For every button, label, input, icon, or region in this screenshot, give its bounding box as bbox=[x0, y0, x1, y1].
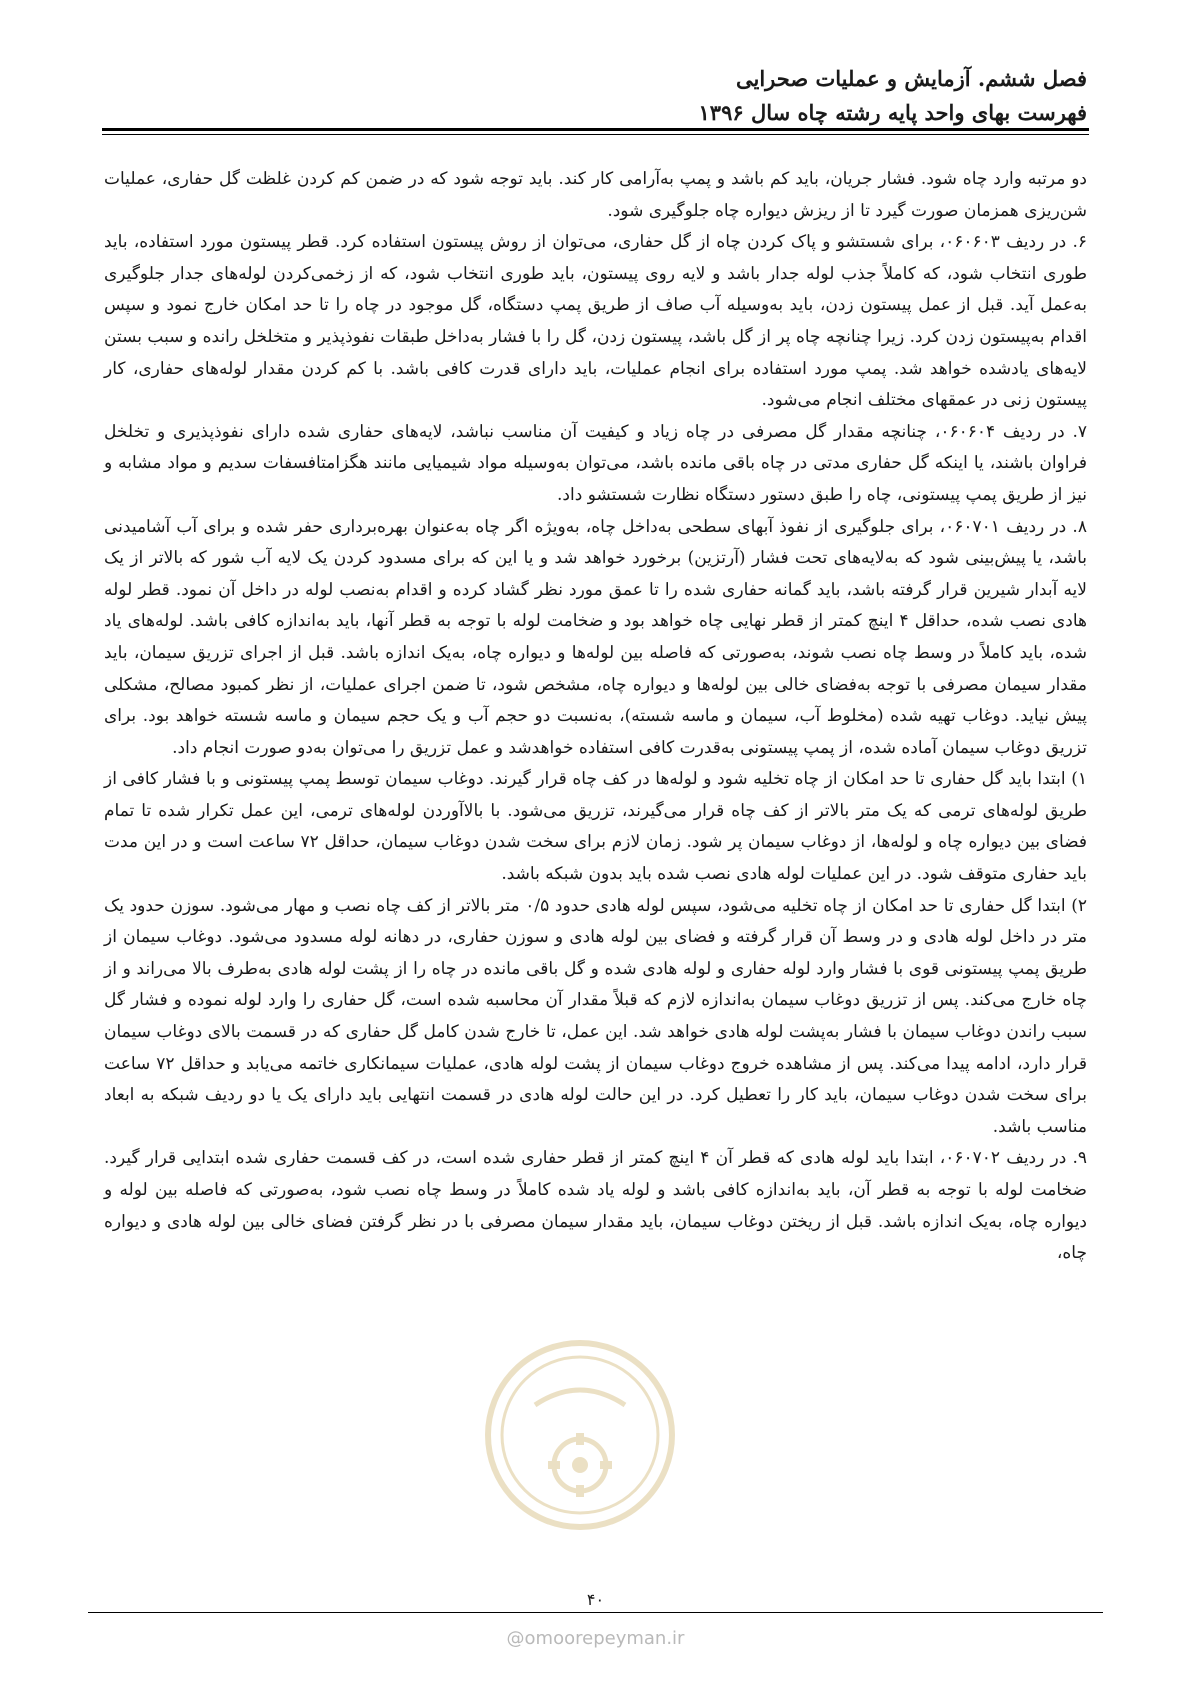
header-rule-thin bbox=[102, 134, 1089, 135]
paragraph: ۸. در ردیف ۰۶۰۷۰۱، برای جلوگیری از نفوذ آبهای سطحی به‌داخل چاه، به‌ویژه اگر چاه به‌عنوان بهره‌برداری حفر شده و برای آب آشامیدنی باشد، یا پیش‌بینی شود که به‌لایه‌های تحت فشار (آرتزین) برخورد خواهد شد و یا این که برای مسدود کردن یک لایه آب شور که بالاتر از یک لایه آبدار شیرین قرار گرفته باشد، باید گمانه حفاری شده را تا عمق مورد نظر گشاد کرده و اقدام به‌نصب لوله در داخل آن نمود. قطر لوله هادی نصب شده، حداقل ۴ اینچ کمتر از قطر نهایی چاه خواهد بود و ضخامت لوله با توجه به قطر آنها، باید به‌اندازه کافی باشد. لوله‌های یاد شده، باید کاملاً در وسط چاه نصب شوند، به‌صورتی که فاصله بین لوله‌ها و دیواره چاه، به‌یک اندازه باشد. قبل از اجرای تزریق سیمان، باید مقدار سیمان مصرفی با توجه به‌فضای خالی بین لوله‌ها و دیواره چاه، مشخص شود، تا ضمن اجرای عملیات، از نظر کمبود مصالح، مشکلی پیش نیاید. دوغاب تهیه شده (مخلوط آب، سیمان و ماسه شسته)، به‌نسبت دو حجم آب و یک حجم سیمان و ماسه شسته خواهد بود. برای تزریق دوغاب سیمان آماده شده، از پمپ پیستونی به‌قدرت کافی استفاده خواهدشد و عمل تزریق را می‌توان به‌دو صورت انجام داد. bbox=[104, 516, 1087, 758]
paragraph: دو مرتبه وارد چاه شود. فشار جریان، باید کم باشد و پمپ به‌آرامی کار کند. باید توجه شود که در ضمن کم کردن غلظت گل حفاری، عملیات شن‌ریزی همزمان صورت گیرد تا از ریزش دیواره چاه جلوگیری شود. bbox=[104, 169, 1087, 221]
watermark-seal-logo bbox=[480, 1335, 680, 1535]
watermark-url: @omoorepeyman.ir bbox=[506, 1628, 685, 1649]
page-number: ۴۰ bbox=[586, 1590, 605, 1609]
paragraph: ۶. در ردیف ۰۶۰۶۰۳، برای شستشو و پاک کردن چاه از گل حفاری، می‌توان از روش پیستون استفاده کرد. قطر پیستون مورد استفاده، باید طوری انتخاب شود، که کاملاً جذب لوله جدار باشد و لایه روی پیستون، باید طوری انتخاب شود، که از زخمی‌کردن لوله‌های جدار جلوگیری به‌عمل آید. قبل از عمل پیستون زدن، باید به‌وسیله آب صاف از طریق پمپ دستگاه، گل موجود در چاه را تا حد امکان خارج نمود و سپس اقدام به‌پیستون زدن کرد. زیرا چنانچه چاه پر از گل باشد، پیستون زدن، گل را با فشار به‌داخل طبقات نفوذپذیر و متخلخل رانده و سبب بستن لایه‌های یادشده خواهد شد. پمپ مورد استفاده برای انجام عملیات، باید دارای قدرت کافی باشد. با کم کردن مقدار لوله‌های حفاری، کار پیستون زنی در عمقهای مختلف انجام می‌شود. bbox=[104, 232, 1087, 411]
chapter-title: فصل ششم. آزمایش و عملیات صحرایی bbox=[736, 66, 1087, 91]
seal-gear-icon bbox=[548, 1433, 612, 1497]
paragraph: ۷. در ردیف ۰۶۰۶۰۴، چنانچه مقدار گل مصرفی در چاه زیاد و کیفیت آن مناسب نباشد، لایه‌های حفاری شده دارای نفوذپذیری و تخلخل فراوان باشند، یا اینکه گل حفاری مدتی در چاه باقی مانده باشد، می‌توان به‌وسیله مواد شیمیایی مانند هگزامتافسفات سدیم و مواد مشابه و نیز از طریق پمپ پیستونی، چاه را طبق دستور دستگاه نظارت شستشو داد. bbox=[104, 421, 1087, 505]
seal-inner-ring bbox=[502, 1357, 658, 1513]
seal-script-mark bbox=[535, 1390, 625, 1405]
header-rule-thick bbox=[102, 128, 1089, 131]
paragraph: ۲) ابتدا گل حفاری تا حد امکان از چاه تخلیه می‌شود، سپس لوله هادی حدود ۰/۵ متر بالاتر از کف چاه نصب و مهار می‌شود. سوزن حدود یک متر در داخل لوله هادی و در وسط آن قرار گرفته و فضای بین لوله هادی و سوزن حفاری، در دهانه لوله مسدود می‌شود. دوغاب سیمان از طریق پمپ پیستونی قوی با فشار وارد لوله حفاری و لوله هادی شده و گل باقی مانده در چاه را از پشت لوله هادی به‌طرف بالا می‌راند و از چاه خارج می‌کند. پس از تزریق دوغاب سیمان به‌اندازه لازم که قبلاً مقدار آن محاسبه شده است، گل حفاری را وارد لوله نموده و فشار گل سبب راندن دوغاب سیمان با فشار به‌پشت لوله هادی خواهد شد. این عمل، تا خارج شدن کامل گل حفاری که در قسمت بالای دوغاب سیمان قرار دارد، ادامه پیدا می‌کند. پس از مشاهده خروج دوغاب سیمان از پشت لوله هادی، عملیات سیمانکاری خاتمه می‌یابد و حداقل ۷۲ ساعت برای سخت شدن دوغاب سیمان، باید کار را تعطیل کرد. در این حالت لوله هادی در قسمت انتهایی باید دارای یک یا دو ردیف شبکه به ابعاد مناسب باشد. bbox=[104, 895, 1088, 1137]
seal-outer-ring bbox=[488, 1343, 672, 1527]
paragraph: ۱) ابتدا باید گل حفاری تا حد امکان از چاه تخلیه شود و لوله‌ها در کف چاه قرار گیرند. دوغاب سیمان توسط پمپ پیستونی و با فشار کافی از طریق لوله‌های ترمی که یک متر بالاتر از کف چاه قرار می‌گیرند، تزریق می‌شود. با بالاآوردن لوله‌های ترمی، این عمل تکرار شده تا تمام فضای بین دیواره چاه و لوله‌ها، از دوغاب سیمان پر شود. زمان لازم برای سخت شدن دوغاب سیمان، حداقل ۷۲ ساعت است و در این مدت باید حفاری متوقف شود. در این عملیات لوله هادی نصب شده باید بدون شبکه باشد. bbox=[104, 769, 1087, 885]
footer-rule bbox=[88, 1612, 1103, 1613]
paragraph: ۹. در ردیف ۰۶۰۷۰۲، ابتدا باید لوله هادی که قطر آن ۴ اینچ کمتر از قطر حفاری شده است، در کف قسمت حفاری شده ابتدایی قرار گیرد. ضخامت لوله با توجه به قطر آن، باید به‌اندازه کافی باشد و لوله یاد شده کاملاً در وسط چاه نصب شود، به‌صورتی که فاصله بین لوله و دیواره چاه، به‌یک اندازه باشد. قبل از ریختن دوغاب سیمان، باید مقدار سیمان مصرفی با در نظر گرفتن فضای خالی بین لوله هادی و دیواره چاه، bbox=[104, 1148, 1087, 1264]
body-text bbox=[104, 164, 1087, 1270]
page-header bbox=[699, 62, 1087, 130]
document-title: فهرست بهای واحد پایه رشته چاه سال ۱۳۹۶ bbox=[698, 100, 1087, 125]
